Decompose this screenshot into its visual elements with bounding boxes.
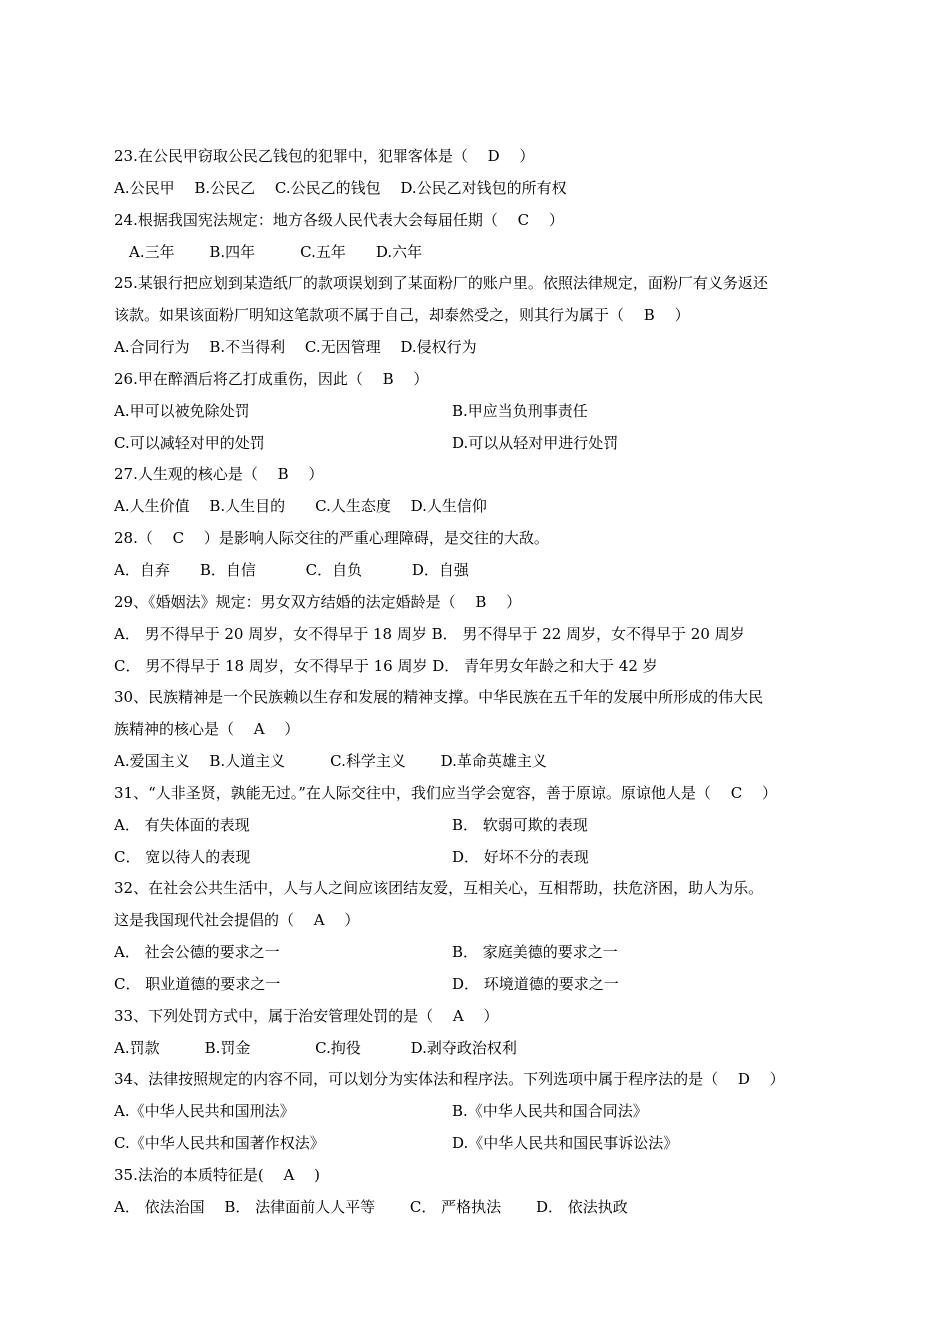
question-stem: 该款。如果该面粉厂明知这笔款项不属于自己，却泰然受之，则其行为属于（ B ） [114,306,690,325]
question-item [114,268,840,364]
option: A． 社会公德的要求之一 [114,943,280,962]
option: C.《中华人民共和国著作权法》 [114,1134,325,1153]
question-item [114,873,840,1000]
question-stem: 23.在公民甲窃取公民乙钱包的犯罪中，犯罪客体是（ D ） [114,147,535,165]
question-stem: 34、法律按照规定的内容不同，可以划分为实体法和程序法。下列选项中属于程序法的是（ D ） [114,1070,785,1089]
option: A． 有失体面的表现 [114,815,250,834]
option: D.《中华人民共和国民事诉讼法》 [452,1134,679,1153]
option-row [114,1096,840,1128]
question-stem: 35.法治的本质特征是( A ) [114,1166,320,1184]
option-line: A.合同行为 B.不当得利 C.无因管理 D.侵权行为 [114,338,477,357]
option: D.可以从轻对甲进行处罚 [452,433,619,452]
question-stem: 24.根据我国宪法规定：地方各级人民代表大会每届任期（ C ） [114,210,564,229]
option: B.《中华人民共和国合同法》 [452,1102,648,1121]
option: B． 软弱可欺的表现 [452,815,588,834]
option-row [114,969,840,1001]
question-item [114,1064,840,1160]
question-stem: 族精神的核心是（ A ） [114,720,300,739]
option: A.甲可以被免除处罚 [114,401,250,420]
question-list [114,141,840,1224]
option: B． 家庭美德的要求之一 [452,943,618,962]
option: C.可以减轻对甲的处罚 [114,433,265,452]
option: D． 环境道德的要求之一 [452,974,619,993]
option-line: A.爱国主义 B.人道主义 C.科学主义 D.革命英雄主义 [114,752,547,771]
question-stem: 25.某银行把应划到某造纸厂的款项误划到了某面粉厂的账户里。依照法律规定，面粉厂有义务返还 [114,274,768,293]
option-line: A.公民甲 B.公民乙 C.公民乙的钱包 D.公民乙对钱包的所有权 [114,178,567,197]
option-row [114,396,840,428]
option-row [114,810,840,842]
question-item [114,523,840,587]
question-item [114,205,840,269]
question-item [114,459,840,523]
option: B.甲应当负刑事责任 [452,401,588,420]
question-stem: 32、在社会公共生活中，人与人之间应该团结友爱，互相关心，互相帮助，扶危济困，助人为乐。 [114,879,764,898]
question-item [114,1001,840,1065]
option-line: A.罚款 B.罚金 C.拘役 D.剥夺政治权利 [114,1038,517,1057]
option: A.《中华人民共和国刑法》 [114,1102,295,1121]
question-stem: 27.人生观的核心是（ B ） [114,465,324,484]
question-stem: 29、《婚姻法》规定：男女双方结婚的法定婚龄是（ B ） [114,592,522,611]
option-line: A.人生价值 B.人生目的 C.人生态度 D.人生信仰 [114,497,487,516]
option-line: A． 依法治国 B． 法律面前人人平等 C． 严格执法 D． 依法执政 [114,1197,628,1216]
question-stem: 26.甲在醉酒后将乙打成重伤，因此（ B ） [114,369,429,388]
question-stem: 28.（ C ）是影响人际交往的严重心理障碍，是交往的大敌。 [114,529,549,548]
question-stem: 33、下列处罚方式中，属于治安管理处罚的是（ A ） [114,1006,499,1025]
question-item [114,778,840,874]
option-row [114,842,840,874]
question-stem: 31、“人非圣贤，孰能无过。”在人际交往中，我们应当学会宽容，善于原谅。原谅他人是（ C ） [114,783,777,802]
question-item [114,141,840,205]
option: D． 好坏不分的表现 [452,847,589,866]
option-row [114,937,840,969]
option-row [114,1128,840,1160]
question-stem: 30、民族精神是一个民族赖以生存和发展的精神支撑。中华民族在五千年的发展中所形成的伟大民 [114,688,764,707]
option: C． 职业道德的要求之一 [114,974,281,993]
question-item [114,587,840,683]
question-stem: 这是我国现代社会提倡的（ A ） [114,911,360,930]
option-row [114,428,840,460]
option-line: A． 男不得早于 20 周岁，女不得早于 18 周岁 B． 男不得早于 22 周岁，女不得早于 20 周岁 [114,624,745,643]
option-line: C． 男不得早于 18 周岁，女不得早于 16 周岁 D． 青年男女年龄之和大于 42 岁 [114,656,658,675]
option-line: A.三年 B.四年 C.五年 D.六年 [129,242,423,261]
question-item [114,364,840,460]
question-item [114,1160,840,1224]
option-line: A．自弃 B．自信 C．自负 D．自强 [114,560,469,579]
question-item [114,682,840,778]
option: C． 宽以待人的表现 [114,847,251,866]
